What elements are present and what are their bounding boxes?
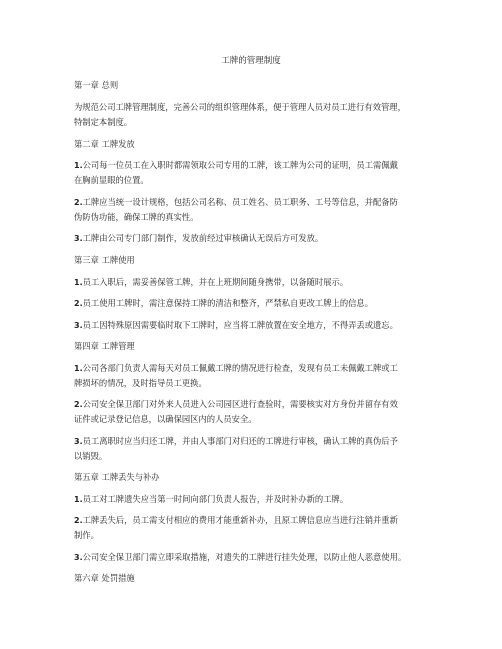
chapter-4-item-2-number: 2. <box>74 400 83 409</box>
chapter-3-item-1-number: 1. <box>74 278 83 287</box>
chapter-5-item-1-line-1 <box>74 493 434 506</box>
chapter-4-item-3-line-1 <box>74 435 434 448</box>
chapter-4-item-1-line-1 <box>74 362 434 375</box>
chapter-2-item-2-text: 工牌应当统一设计规格，包括公司名称、员工姓名、员工职务、工号等信息，并配备防 <box>82 197 398 207</box>
chapter-4-item-3-text: 员工离职时应当归还工牌，并由人事部门对归还的工牌进行审核，确认工牌的真伪后予 <box>82 436 398 446</box>
chapter-5-item-3-number: 3. <box>74 553 83 562</box>
chapter-2-item-1-line-1 <box>74 159 434 172</box>
chapter-5-item-3-text: 公司安全保卫部门需立即采取措施，对遗失的工牌进行挂失处理，以防止他人恶意使用。 <box>82 552 407 562</box>
chapter-5-item-2-line-1 <box>74 514 434 527</box>
chapter-5-item-2-number: 2. <box>74 516 83 525</box>
chapter-3-item-1-line-1 <box>74 276 434 289</box>
chapter-2-item-3-line-1 <box>74 232 434 245</box>
chapter-4-heading: 第四章 工牌管理 <box>74 341 135 351</box>
chapter-5-item-2-line-2: 制作。 <box>74 530 99 540</box>
chapter-5-heading: 第五章 工牌丢失与补办 <box>74 472 160 482</box>
chapter-2-item-2-line-1 <box>74 196 434 209</box>
chapter-2-item-3-text: 工牌由公司专门部门制作，发放前经过审核确认无误后方可发放。 <box>82 233 324 243</box>
chapter-4-item-3-line-2: 以销毁。 <box>74 451 108 461</box>
chapter-4-item-1-line-2: 牌损坏的情况，及时指导员工更换。 <box>74 378 207 388</box>
chapter-3-item-2-number: 2. <box>74 299 83 308</box>
chapter-1-paragraph-line-2: 特制定本制度。 <box>74 117 133 127</box>
chapter-4-item-2-line-2: 证件或记录登记信息，以确保园区内的人员安全。 <box>74 414 257 424</box>
chapter-5-item-2-text: 工牌丢失后，员工需支付相应的费用才能重新补办，且原工牌信息应当进行注销并重新 <box>82 515 398 525</box>
chapter-1-heading: 第一章 总则 <box>74 80 119 90</box>
chapter-4-item-3-number: 3. <box>74 437 83 446</box>
chapter-2-item-2-number: 2. <box>74 198 83 207</box>
chapter-4-item-2-line-1 <box>74 398 434 411</box>
chapter-3-item-3-text: 员工因特殊原因需要临时取下工牌时，应当将工牌放置在安全地方，不得弄丢或遗忘。 <box>82 320 398 330</box>
chapter-3-item-3-number: 3. <box>74 321 83 330</box>
chapter-4-item-1-text: 公司各部门负责人需每天对员工佩戴工牌的情况进行检查，发现有员工未佩戴工牌或工 <box>82 363 398 373</box>
chapter-3-item-1-text: 员工入职后，需妥善保管工牌，并在上班期间随身携带，以备随时展示。 <box>82 277 349 287</box>
chapter-3-heading: 第三章 工牌使用 <box>74 255 135 265</box>
chapter-6-heading: 第六章 处罚措施 <box>74 573 135 583</box>
chapter-2-heading: 第二章 工牌发放 <box>74 139 135 149</box>
chapter-4-item-2-text: 公司安全保卫部门对外来人员进入公司园区进行查验时，需要核实对方身份并留存有效 <box>82 399 398 409</box>
chapter-5-item-1-number: 1. <box>74 495 83 504</box>
chapter-4-item-1-number: 1. <box>74 364 83 373</box>
chapter-3-item-2-line-1 <box>74 297 434 310</box>
chapter-2-item-2-line-2: 伪防伪功能，确保工牌的真实性。 <box>74 212 199 222</box>
chapter-3-item-3-line-1 <box>74 319 434 332</box>
chapter-2-item-1-text: 公司每一位员工在入职时都需领取公司专用的工牌，该工牌为公司的证明，员工需佩戴 <box>82 160 398 170</box>
document-title: 工牌的管理制度 <box>221 56 281 66</box>
chapter-3-item-2-text: 员工使用工牌时，需注意保持工牌的清洁和整齐，严禁私自更改工牌上的信息。 <box>82 298 374 308</box>
chapter-2-item-1-number: 1. <box>74 161 83 170</box>
chapter-1-paragraph-line-1: 为规范公司工牌管理制度，完善公司的组织管理体系，便于管理人员对员工进行有效管理， <box>74 102 406 112</box>
chapter-2-item-3-number: 3. <box>74 234 83 243</box>
chapter-2-item-1-line-2: 在胸前显眼的位置。 <box>74 175 149 185</box>
chapter-5-item-1-text: 员工对工牌遗失应当第一时间向部门负责人报告，并及时补办新的工牌。 <box>82 494 349 504</box>
chapter-5-item-3-line-1 <box>74 551 434 564</box>
